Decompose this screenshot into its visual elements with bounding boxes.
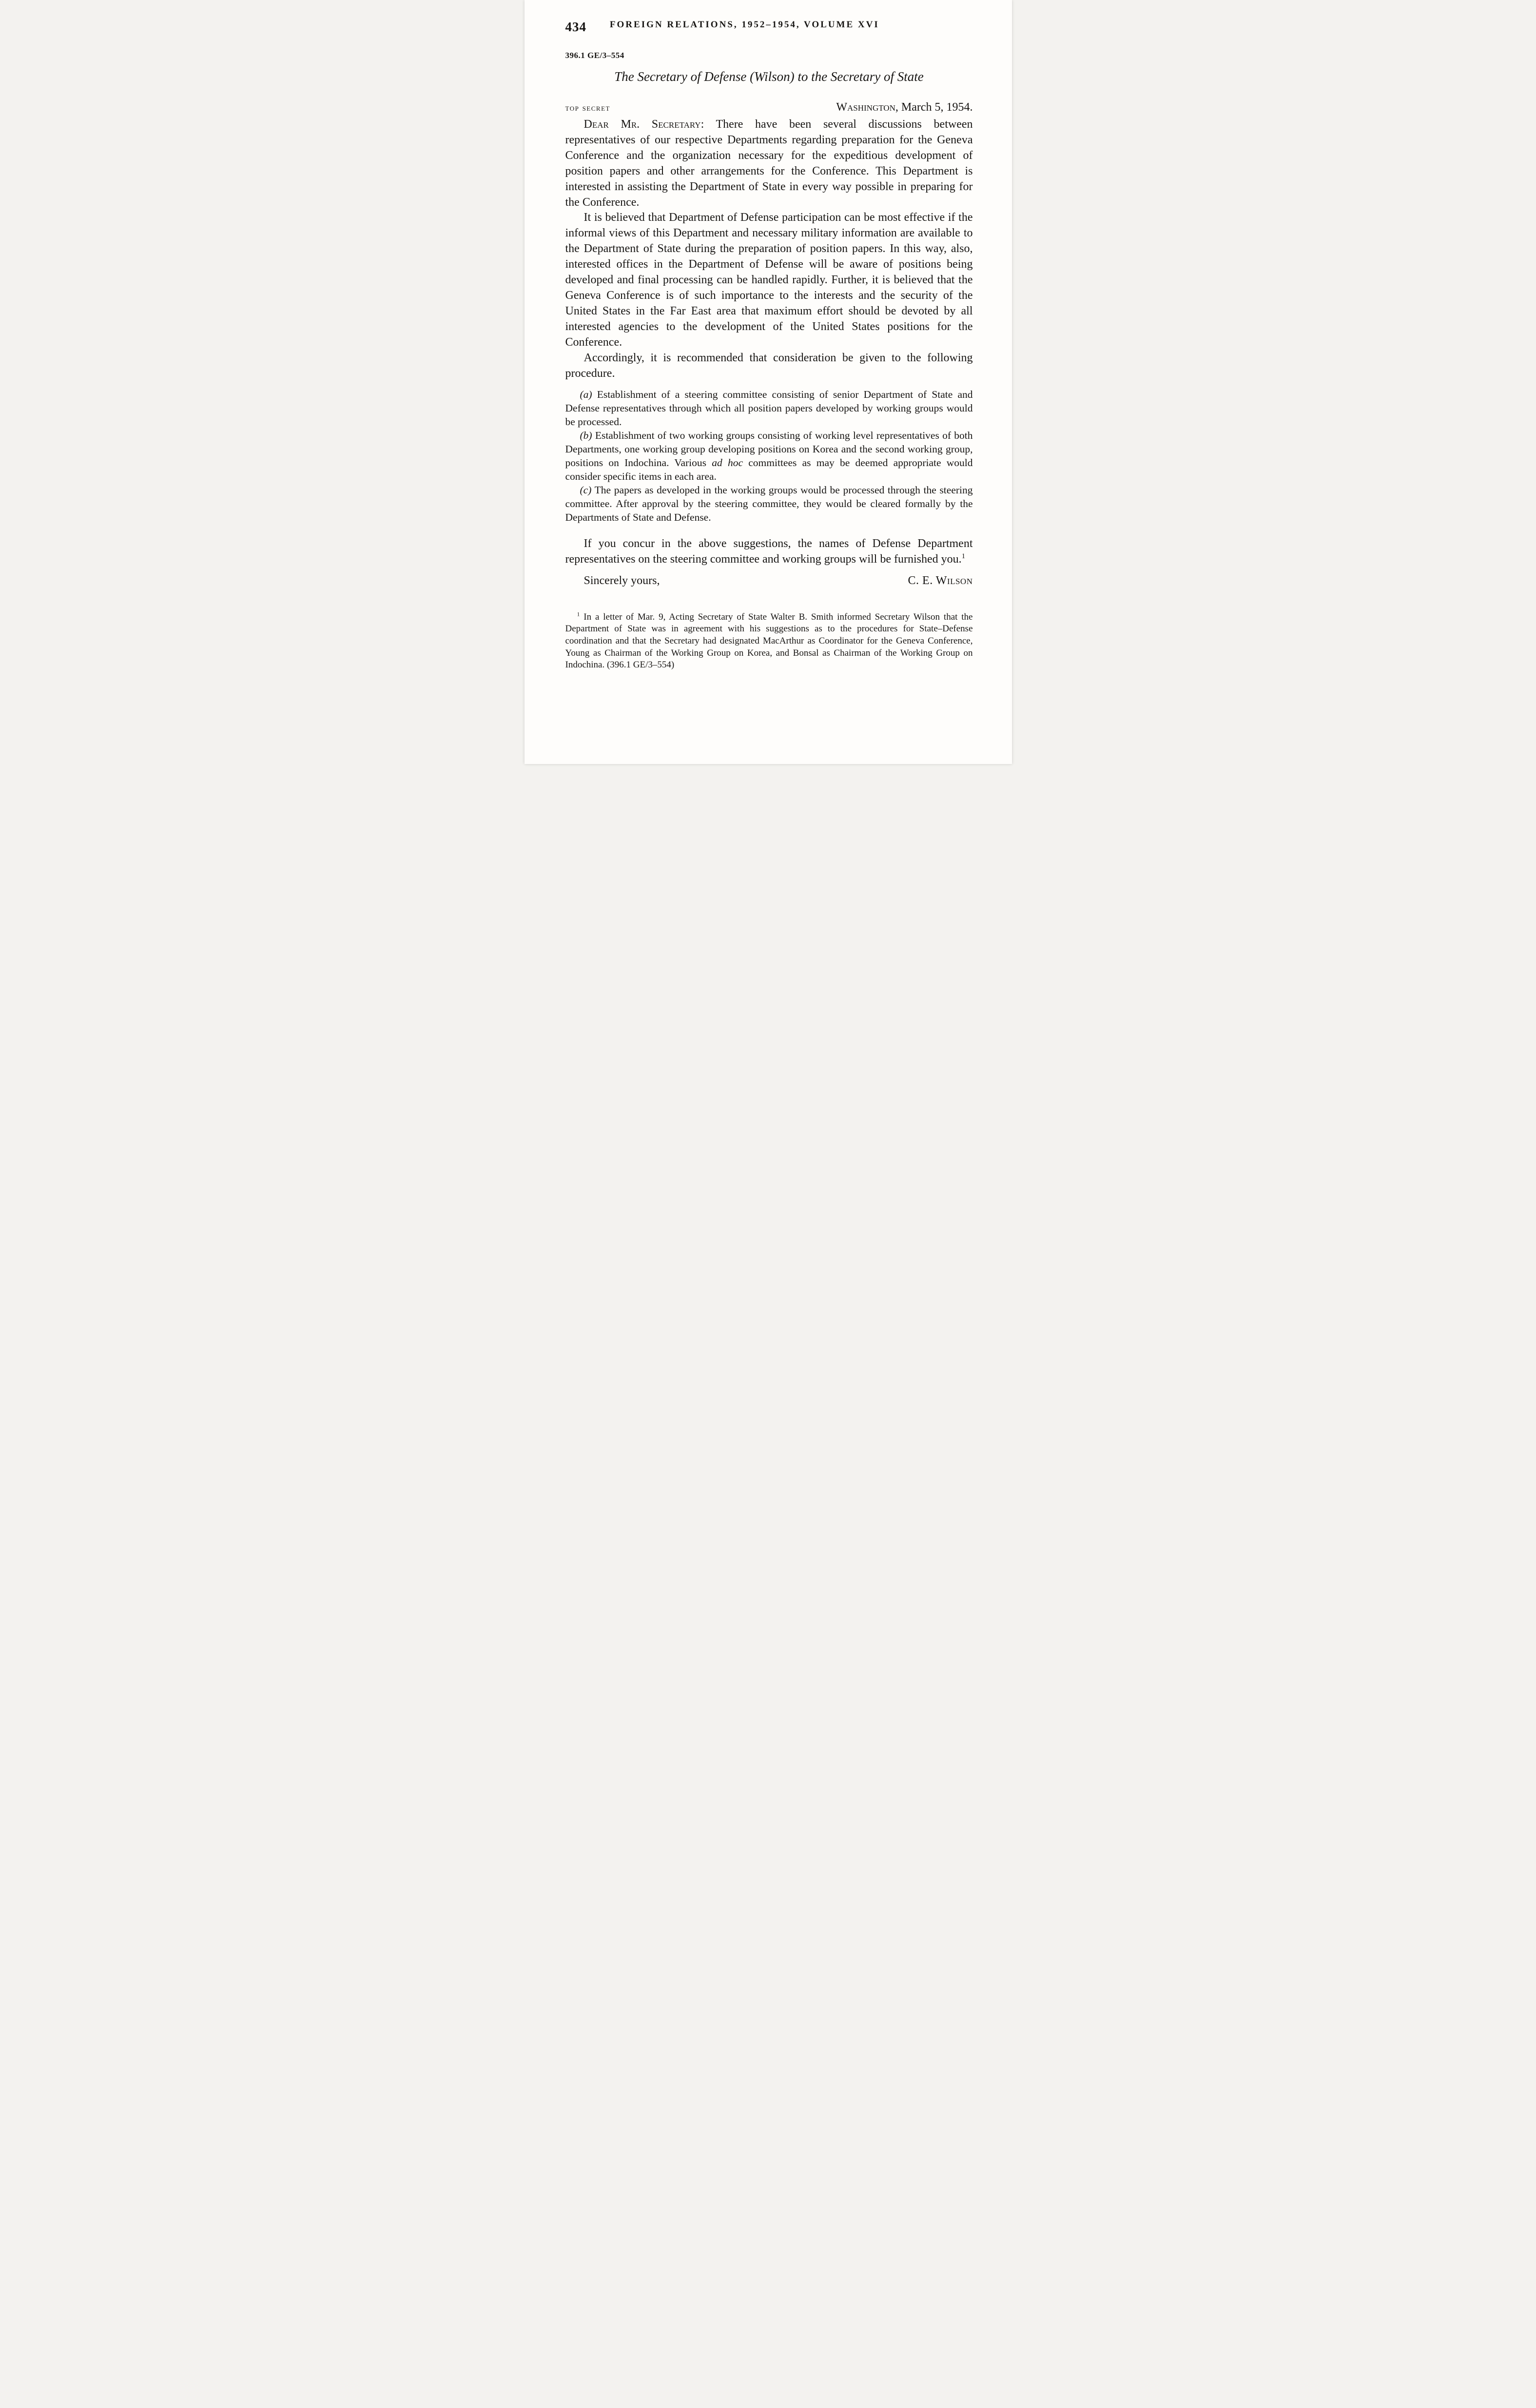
list-item-b [565,429,973,484]
running-title: FOREIGN RELATIONS, 1952–1954, VOLUME XVI [609,20,879,30]
footnote-reference: 1 [961,552,966,560]
document-reference: 396.1 GE/3–554 [565,51,624,60]
list-item-a [565,388,973,429]
document-page [525,0,1012,764]
footnote-marker: 1 [577,611,580,618]
closing-paragraph [565,536,973,568]
closing-paragraph-text: If you concur in the above suggestions, the names of Defense Department representatives on the steering committee and working groups will be furnished you. [565,537,973,566]
footnote-section [565,611,973,671]
dateline-date: March 5, 1954. [898,101,973,114]
list-item-c [565,484,973,525]
complimentary-close: Sincerely yours, [583,574,660,587]
paragraph-1-text: There have been several discussions between representatives of our respective Departments regarding preparation for the Geneva Conference and the organization necessary for the expeditious development of position papers and other arrangements for the Conference. This Department is interested in assisting the Department of State in every way possible in preparing for the Conference. [565,118,973,209]
classification-dateline-row [565,101,973,114]
classification-label: top secret [565,103,610,113]
paragraph-2: It is believed that Department of Defense participation can be most effective if the informal views of this Department and necessary military information are available to the Department of State during the preparation of position papers. In this way, also, interested offices in the Department of Defense will be aware of positions being developed and final processing can be handled rapidly. Further, it is believed that the Geneva Conference is of such importance to the interests and the security of the United States in the Far East area that maximum effort should be devoted by all interested agencies to the development of the United States positions for the Conference. [565,211,973,349]
list-item-a-label: (a) [580,389,592,401]
list-item-c-label: (c) [580,484,592,496]
dateline [836,101,972,114]
list-item-b-italic-phrase: ad hoc [712,457,743,469]
letter-body [565,117,973,589]
paragraph-3: Accordingly, it is recommended that consideration be given to the following procedure. [565,351,973,380]
page-header [565,20,973,36]
list-item-b-text-before: Establishment of two working groups consisting of working level representatives of both Departments, one working group developing positions on Korea and the second working group, positions on Indochina. Various [565,430,973,469]
document-title: The Secretary of Defense (Wilson) to the Secretary of State [614,69,924,84]
list-item-b-label: (b) [580,430,592,442]
signature-row [565,573,973,589]
footnote [565,611,973,671]
signature: C. E. Wilson [908,574,973,587]
list-item-b-text-after: committees as may be deemed appropriate would consider specific items in each area. [565,457,973,483]
salutation: Dear Mr. Secretary: [583,118,704,131]
paragraph-1 [565,117,973,210]
page-number: 434 [565,20,586,34]
procedure-list [565,388,973,524]
list-item-c-text: The papers as developed in the working groups would be processed through the steering committee. After approval by the steering committee, they would be cleared formally by the Departments of State and Defense. [565,484,973,523]
footnote-body: In a letter of Mar. 9, Acting Secretary of State Walter B. Smith informed Secretary Wilson that the Department of State was in agreement with his suggestions as to the procedures for State–Defense coordination and that the Secretary had designated MacArthur as Coordinator for the Geneva Conference, Young as Chairman of the Working Group on Korea, and Bonsal as Chairman of the Working Group on Indochina. (396.1 GE/3–554) [565,611,973,670]
list-item-a-text: Establishment of a steering committee consisting of senior Department of State and Defense representatives through which all position papers developed by working groups would be processed. [565,389,973,428]
dateline-place: Washington, [836,101,898,114]
